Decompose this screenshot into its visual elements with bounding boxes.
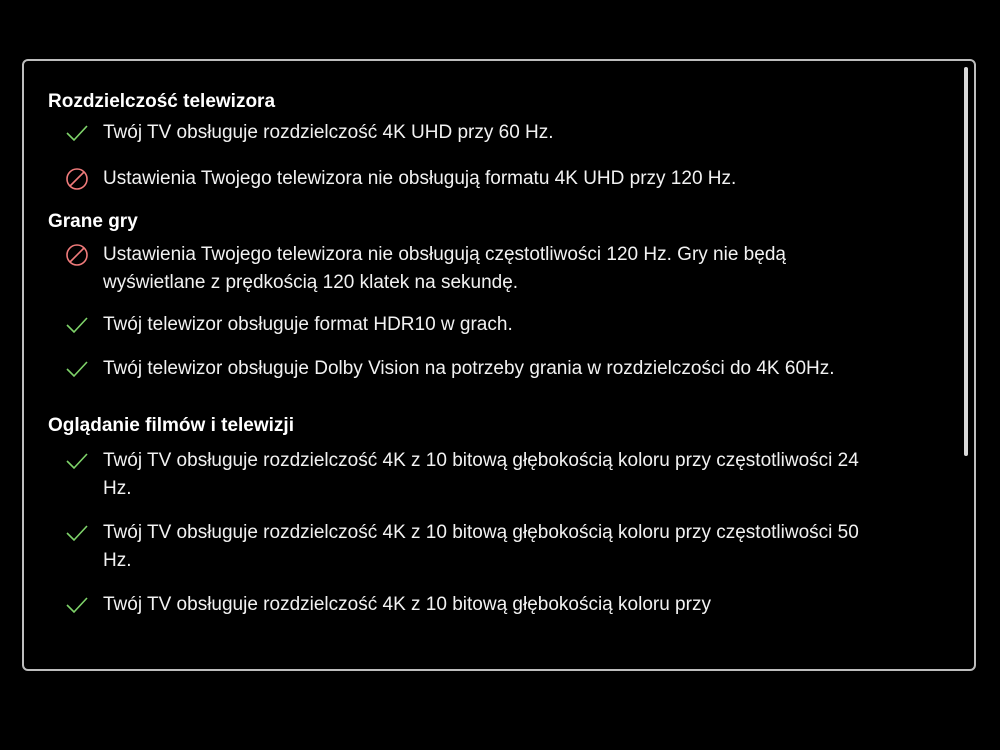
section-title: Rozdzielczość telewizora bbox=[48, 91, 276, 112]
list-item-text: Ustawienia Twojego telewizora nie obsługują częstotliwości 120 Hz. Gry nie będą wyświetlane z prędkością 120 klatek na sekundę. bbox=[103, 244, 786, 293]
list-item-text: Twój telewizor obsługuje format HDR10 w grach. bbox=[103, 314, 513, 335]
list-item-text: Twój TV obsługuje rozdzielczość 4K z 10 bitową głębokością koloru przy bbox=[103, 594, 711, 615]
scrollbar[interactable] bbox=[964, 67, 968, 657]
tv-capabilities-panel bbox=[22, 59, 976, 671]
section-tv-resolution bbox=[48, 87, 908, 193]
checkmark-icon bbox=[64, 312, 90, 338]
list-item[interactable] bbox=[64, 591, 908, 619]
section-movies-tv bbox=[48, 411, 908, 619]
checkmark-icon bbox=[64, 520, 90, 546]
checkmark-icon bbox=[64, 356, 90, 382]
prohibited-icon bbox=[64, 242, 90, 268]
list-item[interactable] bbox=[64, 519, 908, 575]
section-games-played bbox=[48, 207, 908, 383]
checkmark-icon bbox=[64, 448, 90, 474]
list-item[interactable] bbox=[64, 447, 908, 503]
list-item[interactable] bbox=[64, 119, 908, 147]
scrollbar-thumb[interactable] bbox=[964, 67, 968, 456]
list-item-text: Twój TV obsługuje rozdzielczość 4K z 10 bitową głębokością koloru przy częstotliwości 50 Hz. bbox=[103, 522, 859, 571]
list-item-text: Twój telewizor obsługuje Dolby Vision na potrzeby grania w rozdzielczości do 4K 60Hz. bbox=[103, 358, 835, 379]
list-item[interactable] bbox=[64, 165, 908, 193]
checkmark-icon bbox=[64, 592, 90, 618]
list-item[interactable] bbox=[64, 311, 908, 339]
checkmark-icon bbox=[64, 120, 90, 146]
section-title: Oglądanie filmów i telewizji bbox=[48, 415, 294, 436]
list-item[interactable] bbox=[64, 355, 908, 383]
section-title: Grane gry bbox=[48, 211, 138, 232]
prohibited-icon bbox=[64, 166, 90, 192]
list-item-text: Ustawienia Twojego telewizora nie obsługują formatu 4K UHD przy 120 Hz. bbox=[103, 168, 737, 189]
list-item[interactable] bbox=[64, 241, 908, 297]
list-item-text: Twój TV obsługuje rozdzielczość 4K UHD przy 60 Hz. bbox=[103, 122, 554, 143]
list-item-text: Twój TV obsługuje rozdzielczość 4K z 10 bitową głębokością koloru przy częstotliwości 24 Hz. bbox=[103, 450, 859, 499]
panel-content bbox=[48, 87, 908, 619]
